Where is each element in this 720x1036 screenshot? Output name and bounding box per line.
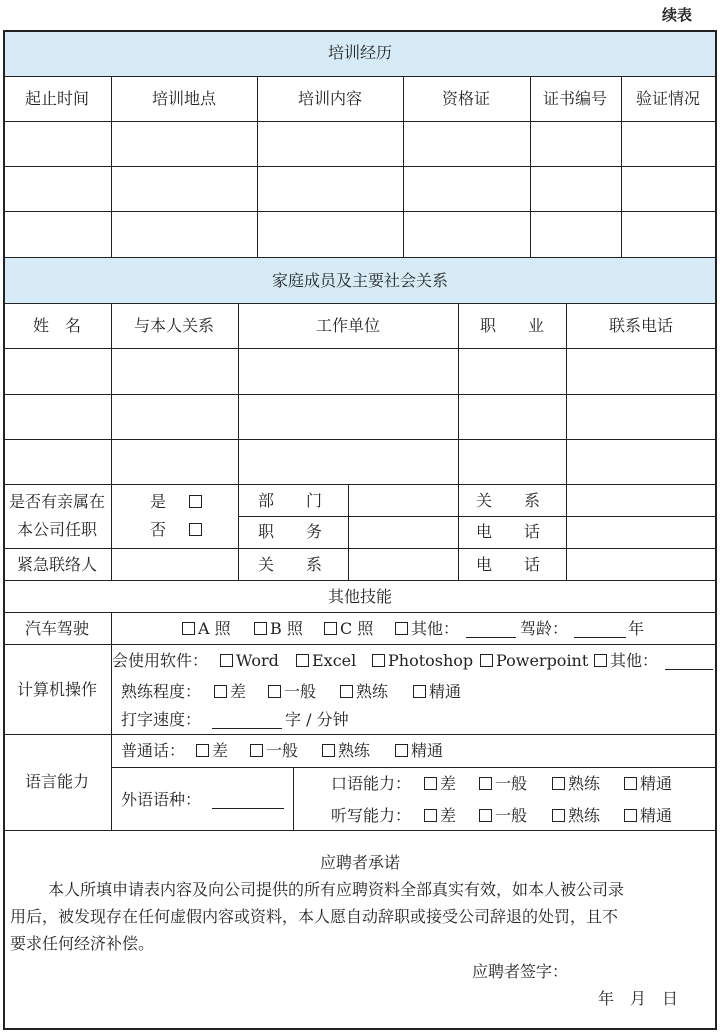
software-label: 会使用软件：	[112, 651, 209, 670]
relatives-no-checkbox[interactable]	[189, 523, 202, 536]
software-other-blank[interactable]	[665, 669, 713, 670]
relatives-position-label: 职 务	[258, 522, 323, 541]
emergency-label: 紧急联络人	[16, 555, 98, 574]
oral-skilled[interactable]	[552, 776, 600, 792]
driving-age-blank[interactable]	[574, 637, 626, 638]
pledge-title: 应聘者承诺	[319, 853, 401, 872]
license-a-checkbox[interactable]	[182, 622, 195, 635]
oral-expert-label: 精通	[640, 774, 673, 793]
software-word[interactable]	[220, 653, 279, 669]
mandarin-fair[interactable]	[250, 743, 298, 759]
pledge-line-2: 用后，被发现存在任何虚假内容或资料，本人愿自动辞职或接受公司辞退的处罚，且不	[10, 907, 619, 926]
license-a-label: A 照	[198, 619, 231, 638]
training-row-1[interactable]	[5, 122, 715, 166]
license-other-checkbox[interactable]	[395, 622, 408, 635]
relatives-no-option[interactable]	[150, 522, 205, 538]
listen-write-poor-checkbox[interactable]	[424, 809, 437, 822]
excel-label: Excel	[312, 651, 357, 670]
header-training-content: 培训内容	[297, 89, 363, 108]
signature-field[interactable]	[576, 958, 706, 984]
listen-write-expert[interactable]	[624, 808, 672, 824]
relatives-relation-label: 关 系	[476, 491, 541, 510]
computer-label: 计算机操作	[16, 680, 98, 699]
mandarin-poor-label: 差	[212, 741, 229, 760]
mandarin-fair-checkbox[interactable]	[250, 744, 263, 757]
word-checkbox[interactable]	[220, 654, 233, 667]
header-certificate-no: 证书编号	[542, 89, 608, 108]
proficiency-expert[interactable]	[413, 684, 461, 700]
oral-expert[interactable]	[624, 776, 672, 792]
mandarin-label: 普通话：	[121, 741, 186, 760]
foreign-language-label: 外语语种：	[121, 790, 202, 809]
software-excel[interactable]	[296, 653, 356, 669]
typing-label: 打字速度：	[121, 710, 202, 729]
proficiency-fair-label: 一般	[284, 682, 317, 701]
driving-age-label: 驾龄：	[520, 619, 569, 638]
proficiency-expert-label: 精通	[429, 682, 462, 701]
language-label: 语言能力	[24, 772, 90, 791]
oral-fair[interactable]	[479, 776, 527, 792]
oral-label: 口语能力：	[331, 774, 412, 793]
software-other[interactable]	[594, 653, 658, 669]
proficiency-expert-checkbox[interactable]	[413, 685, 426, 698]
mandarin-fair-label: 一般	[266, 741, 299, 760]
proficiency-label: 熟练程度：	[121, 682, 202, 701]
mandarin-skilled-checkbox[interactable]	[322, 744, 335, 757]
signature-label: 应聘者签字：	[472, 962, 569, 981]
software-other-label: 其他：	[610, 651, 659, 670]
pledge-line-1: 本人所填申请表内容及向公司提供的所有应聘资料全部真实有效，如本人被公司录	[48, 880, 625, 899]
mandarin-expert[interactable]	[395, 743, 443, 759]
proficiency-fair[interactable]	[268, 684, 316, 700]
listen-write-skilled-label: 熟练	[568, 806, 601, 825]
license-other-label: 其他：	[411, 619, 460, 638]
header-qualification: 资格证	[441, 89, 491, 108]
oral-fair-label: 一般	[495, 774, 528, 793]
skills-title: 其他技能	[327, 587, 393, 606]
oral-poor-checkbox[interactable]	[424, 777, 437, 790]
relatives-position-field[interactable]	[349, 517, 458, 548]
listen-write-fair-label: 一般	[495, 806, 528, 825]
listen-write-skilled-checkbox[interactable]	[552, 809, 565, 822]
relatives-label-line2: 本公司任职	[16, 520, 98, 539]
header-employer: 工作单位	[315, 316, 381, 335]
relatives-dept-field[interactable]	[349, 485, 458, 516]
relatives-phone-label: 电 话	[476, 522, 541, 541]
driving-label: 汽车驾驶	[24, 619, 90, 638]
listen-write-expert-label: 精通	[640, 806, 673, 825]
listen-write-poor-label: 差	[440, 806, 457, 825]
header-occupation: 职 业	[479, 316, 545, 335]
relatives-yes-option[interactable]	[150, 494, 205, 510]
license-c-label: C 照	[340, 619, 374, 638]
license-b-checkbox[interactable]	[254, 622, 267, 635]
pledge-line-3: 要求任何经济补偿。	[10, 934, 155, 953]
emergency-relation-field[interactable]	[349, 549, 458, 580]
driving-year-label: 年	[628, 619, 645, 638]
foreign-language-blank[interactable]	[212, 808, 284, 809]
training-title: 培训经历	[327, 43, 393, 62]
mandarin-poor[interactable]	[196, 743, 228, 759]
listen-write-skilled[interactable]	[552, 808, 600, 824]
family-title: 家庭成员及主要社会关系	[271, 271, 449, 290]
relatives-yes-label: 是	[150, 492, 167, 511]
emergency-relation-label: 关 系	[258, 555, 323, 574]
emergency-phone-field[interactable]	[567, 549, 715, 580]
driving-license-b[interactable]	[254, 621, 303, 637]
oral-fair-checkbox[interactable]	[479, 777, 492, 790]
excel-checkbox[interactable]	[296, 654, 309, 667]
header-relationship: 与本人关系	[133, 316, 215, 335]
license-b-label: B 照	[270, 619, 303, 638]
proficiency-poor[interactable]	[214, 684, 246, 700]
listen-write-expert-checkbox[interactable]	[624, 809, 637, 822]
driving-license-other[interactable]	[395, 621, 459, 637]
header-verification: 验证情况	[635, 89, 701, 108]
mandarin-expert-label: 精通	[411, 741, 444, 760]
typing-speed-blank[interactable]	[212, 728, 282, 729]
relatives-yes-checkbox[interactable]	[189, 495, 202, 508]
header-training-place: 培训地点	[151, 89, 217, 108]
relatives-no-label: 否	[150, 520, 167, 539]
driving-license-a[interactable]	[182, 621, 231, 637]
mandarin-skilled[interactable]	[322, 743, 370, 759]
license-c-checkbox[interactable]	[324, 622, 337, 635]
proficiency-skilled-label: 熟练	[356, 682, 389, 701]
listen-write-fair[interactable]	[479, 808, 527, 824]
header-contact-phone: 联系电话	[608, 316, 674, 335]
proficiency-poor-label: 差	[230, 682, 247, 701]
software-photoshop[interactable]	[372, 653, 473, 669]
oral-expert-checkbox[interactable]	[624, 777, 637, 790]
listen-write-label: 听写能力：	[331, 806, 412, 825]
header-name: 姓 名	[32, 316, 82, 335]
signature-date: 年 月 日	[598, 989, 679, 1008]
page-label: 续表	[662, 6, 693, 24]
family-row-1[interactable]	[5, 349, 715, 394]
mandarin-poor-checkbox[interactable]	[196, 744, 209, 757]
license-other-blank[interactable]	[466, 637, 516, 638]
relatives-dept-label: 部 门	[258, 491, 323, 510]
family-row-3[interactable]	[5, 440, 715, 484]
powerpoint-checkbox[interactable]	[480, 654, 493, 667]
relatives-relation-field[interactable]	[567, 485, 715, 516]
oral-skilled-label: 熟练	[568, 774, 601, 793]
proficiency-fair-checkbox[interactable]	[268, 685, 281, 698]
relatives-label-line1: 是否有亲属在	[8, 492, 106, 511]
emergency-phone-label: 电 话	[476, 555, 541, 574]
software-powerpoint[interactable]	[480, 653, 588, 669]
word-label: Word	[236, 651, 279, 670]
listen-write-fair-checkbox[interactable]	[479, 809, 492, 822]
photoshop-label: Photoshop	[388, 651, 474, 670]
training-row-3[interactable]	[5, 212, 715, 257]
software-other-checkbox[interactable]	[594, 654, 607, 667]
mandarin-expert-checkbox[interactable]	[395, 744, 408, 757]
mandarin-skilled-label: 熟练	[338, 741, 371, 760]
photoshop-checkbox[interactable]	[372, 654, 385, 667]
proficiency-poor-checkbox[interactable]	[214, 685, 227, 698]
oral-poor[interactable]	[424, 776, 456, 792]
relatives-phone-field[interactable]	[567, 517, 715, 548]
oral-skilled-checkbox[interactable]	[552, 777, 565, 790]
powerpoint-label: Powerpoint	[496, 651, 589, 670]
header-period: 起止时间	[24, 89, 90, 108]
family-row-2[interactable]	[5, 395, 715, 439]
typing-unit: 字 / 分钟	[285, 710, 349, 729]
emergency-name-field[interactable]	[112, 549, 238, 580]
proficiency-skilled-checkbox[interactable]	[340, 685, 353, 698]
oral-poor-label: 差	[440, 774, 457, 793]
listen-write-poor[interactable]	[424, 808, 456, 824]
proficiency-skilled[interactable]	[340, 684, 388, 700]
training-row-2[interactable]	[5, 167, 715, 211]
driving-license-c[interactable]	[324, 621, 373, 637]
